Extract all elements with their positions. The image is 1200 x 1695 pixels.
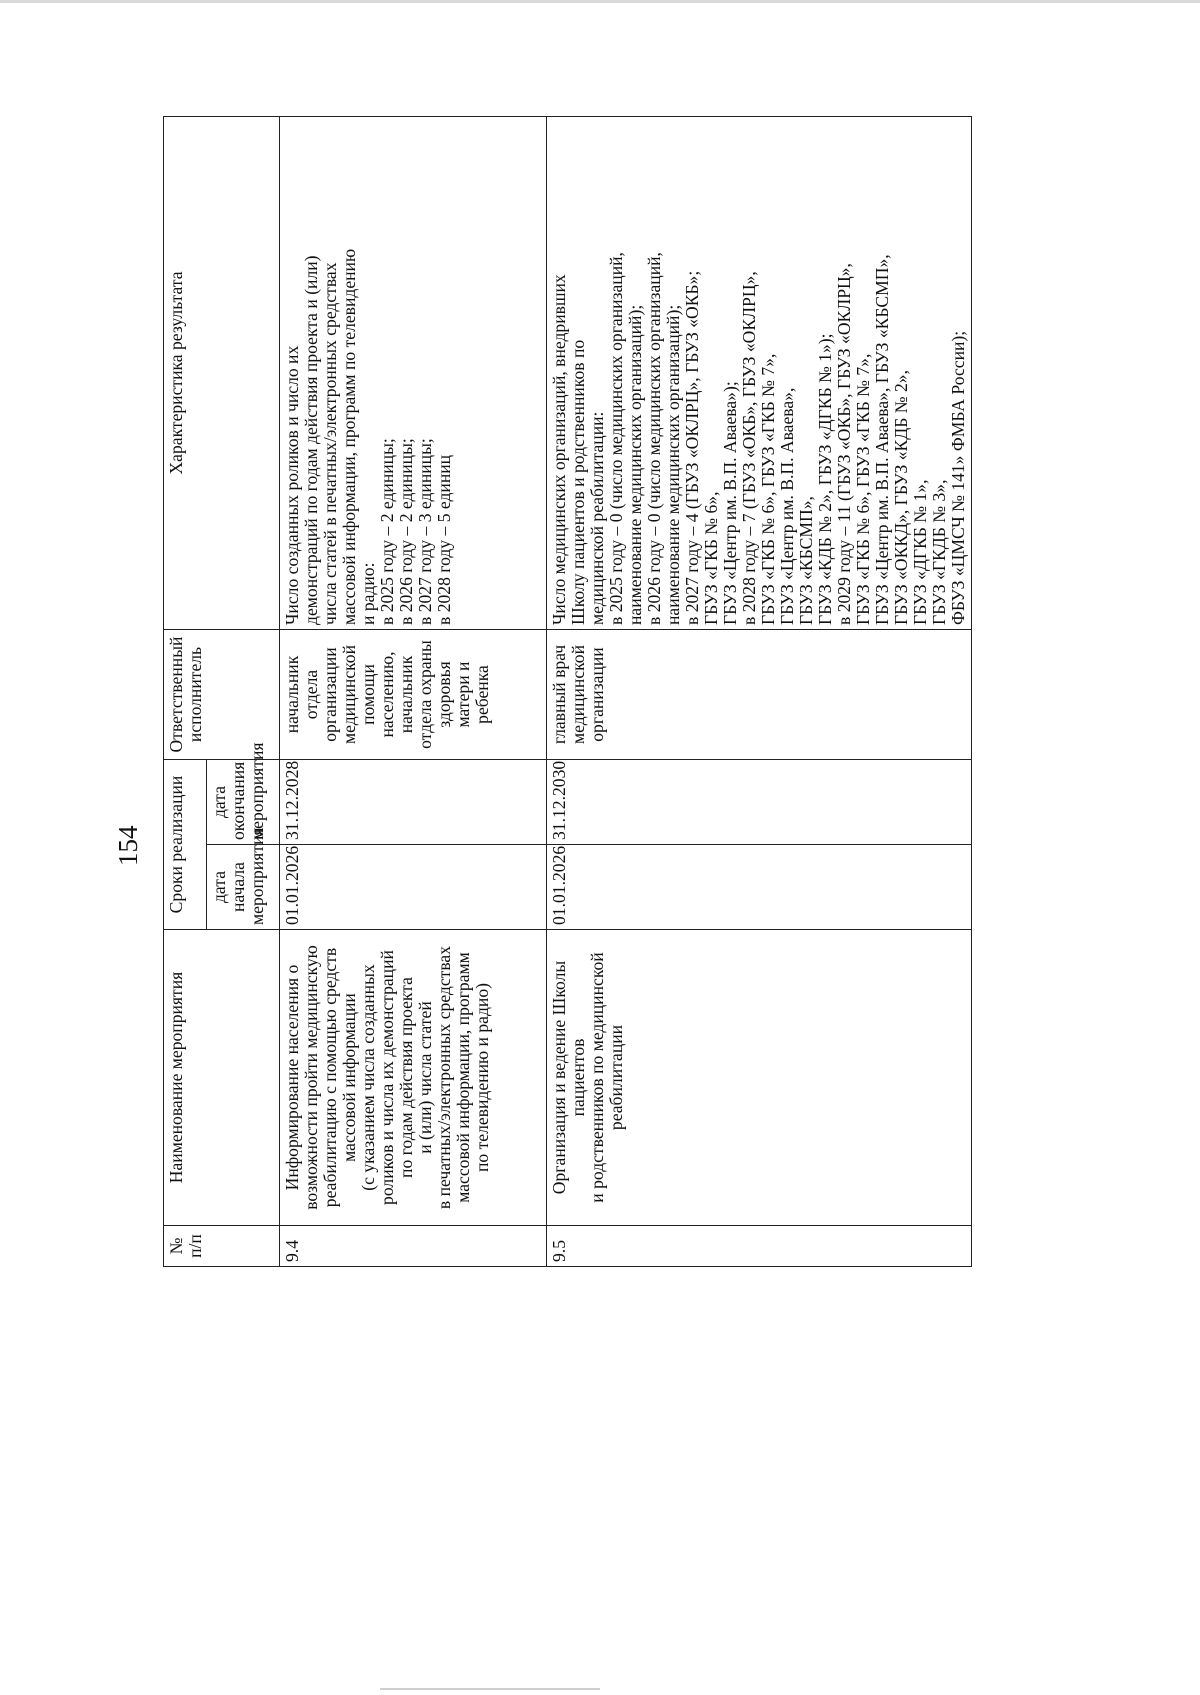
row-num: 9.4 [280, 1226, 547, 1267]
header-name: Наименование мероприятия [164, 930, 280, 1226]
row-start: 01.01.2026 [547, 845, 972, 930]
row-num: 9.5 [547, 1226, 972, 1267]
header-end: дата окончания мероприятия [207, 760, 280, 845]
rotated-table-container [163, 117, 968, 1267]
scan-edge-top [0, 0, 1200, 3]
row-executor: начальник отдела организации медицинской помощи населению, начальник отдела охраны здоровья матери и ребенка [280, 630, 547, 760]
header-row [164, 117, 207, 1267]
row-name: Организация и ведение Школы пациентов и родственников по медицинской реабилитации [547, 930, 972, 1226]
row-end: 31.12.2028 [280, 760, 547, 845]
header-period: Сроки реализации [164, 760, 207, 930]
row-name: Информирование населения о возможности пройти медицинскую реабилитацию с помощью средств массовой информации (с указанием числа созданных роликов и числа их демонстраций по годам действия проекта и (или) числа статей в печатных/электронных средствах массовой информации, программ по телевидению и радио) [280, 930, 547, 1226]
header-num: № п/п [164, 1226, 280, 1267]
header-executor: Ответственный исполнитель [164, 630, 280, 760]
header-result: Характеристика результата [164, 117, 280, 630]
row-executor: главный врач медицинской организации [547, 630, 972, 760]
table-row [280, 117, 547, 1267]
header-start: дата начала мероприятия [207, 845, 280, 930]
row-start: 01.01.2026 [280, 845, 547, 930]
table-row [547, 117, 972, 1267]
scan-edge-bottom [380, 1688, 600, 1690]
activities-table [163, 116, 972, 1267]
row-result: Число медицинских организаций, внедривших Школу пациентов и родственников по медицинской реабилитации: в 2025 году – 0 (число медицинских организаций, наименование медицинских организаций); в 2026 году – 0 (число медицинских организаций, наименование медицинских организаций); в 2027 году – 4 (ГБУЗ «ОКЛРЦ», ГБУЗ «ОКБ»; ГБУЗ «ГКБ № 6», ГБУЗ «Центр им. В.П. Аваева»); в 2028 году – 7 (ГБУЗ «ОКБ», ГБУЗ «ОКЛРЦ», ГБУЗ «ГКБ № 6», ГБУЗ «ГКБ № 7», ГБУЗ «Центр им. В.П. Аваева», ГБУЗ «КБСМП», ГБУЗ «КДБ № 2», ГБУЗ «ДГКБ № 1»); в 2029 году – 11 (ГБУЗ «ОКБ», ГБУЗ «ОКЛРЦ», ГБУЗ «ГКБ № 6», ГБУЗ «ГКБ № 7», ГБУЗ «Центр им. В.П. Аваева», ГБУЗ «КБСМП», ГБУЗ «ОККД», ГБУЗ «КДБ № 2», ГБУЗ «ДГКБ № 1», ГБУЗ «ГКДБ № 3», ФБУЗ «ЦМСЧ № 141» ФМБА России); [547, 117, 972, 630]
row-end: 31.12.2030 [547, 760, 972, 845]
row-result: Число созданных роликов и число их демонстраций по годам действия проекта и (или) числа статей в печатных/электронных средствах массовой информации, программ по телевидению и радио: в 2025 году – 2 единицы; в 2026 году – 2 единицы; в 2027 году – 3 единицы; в 2028 году – 5 единиц [280, 117, 547, 630]
page-number: 154 [113, 825, 143, 866]
